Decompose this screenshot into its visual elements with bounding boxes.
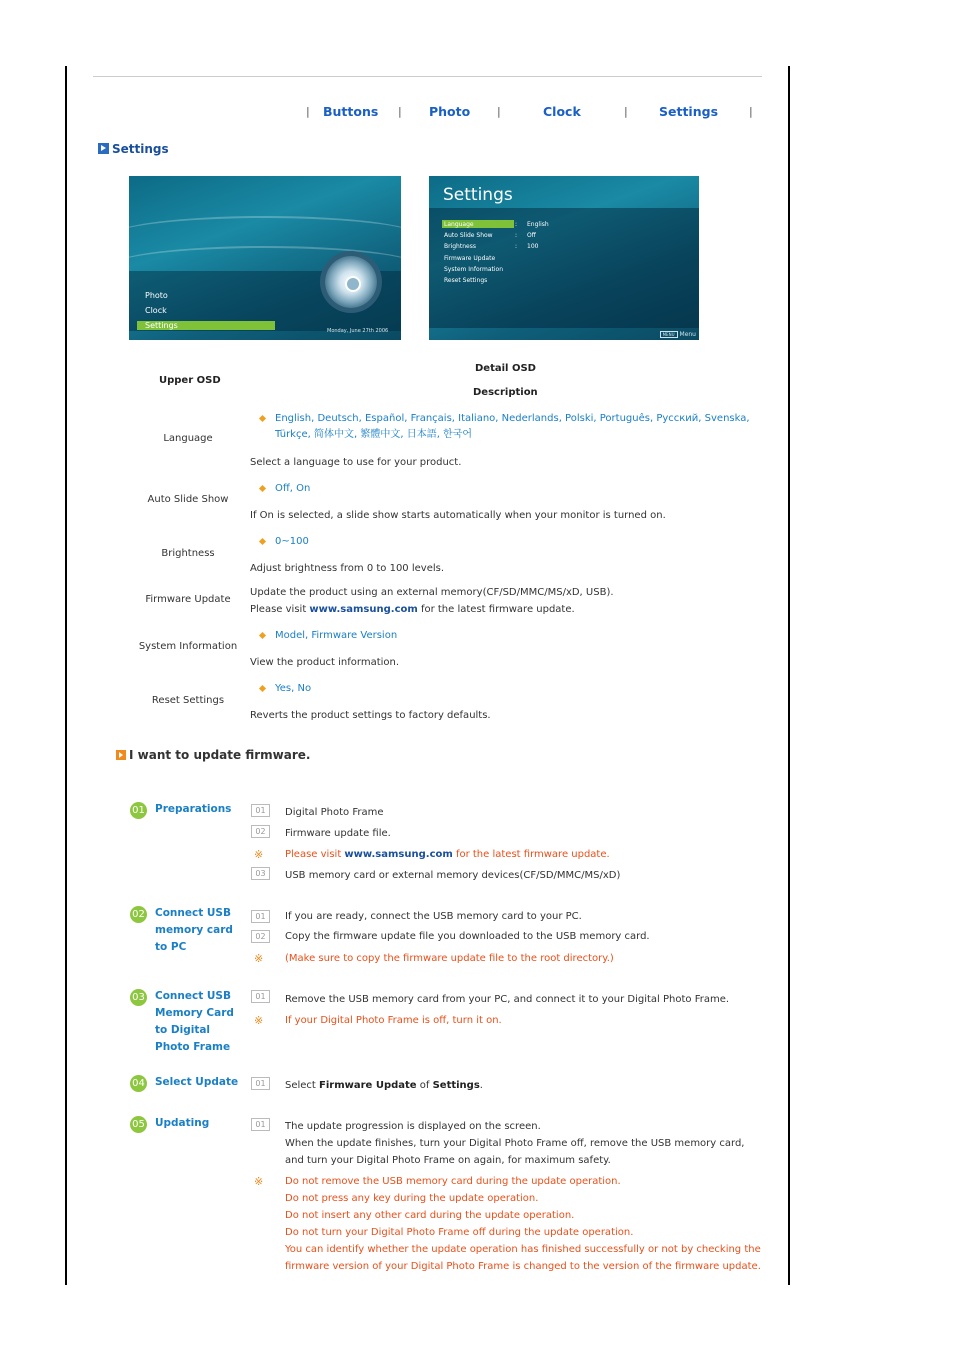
samsung-link[interactable]: www.samsung.com: [344, 849, 453, 860]
sub-number: 02: [251, 825, 270, 838]
note-text: Please visit: [285, 849, 345, 860]
col-header-description: Description: [473, 387, 538, 398]
firmware-section-title: [116, 748, 310, 762]
osd-row-colon: :: [515, 243, 518, 250]
step5-note-line: firmware version of your Digital Photo Frame is changed to the version of the firmware update.: [285, 1261, 761, 1272]
sub-number: 01: [251, 1118, 270, 1131]
step-number-5: 05: [130, 1116, 147, 1133]
note-text: for the latest firmware update.: [452, 849, 610, 860]
osd-row-value: English: [527, 221, 549, 228]
gear-icon: [325, 256, 377, 308]
sub-number: 01: [251, 990, 270, 1003]
step1-item3: USB memory card or external memory devices(CF/SD/MMC/MS/xD): [285, 870, 621, 881]
step4-bold: Settings: [432, 1080, 480, 1091]
step-label-line: Connect USB: [155, 907, 231, 919]
sub-number: 02: [251, 930, 270, 943]
note-icon: ※: [254, 1175, 264, 1188]
step5-note-line: Do not insert any other card during the update operation.: [285, 1210, 575, 1221]
menu-key-icon: MENU: [660, 331, 678, 338]
sub-number: 01: [251, 804, 270, 817]
section-title-text: Settings: [112, 142, 169, 156]
right-border: [788, 66, 790, 1285]
samsung-link[interactable]: www.samsung.com: [309, 604, 418, 615]
row-label-auto-slide-show: Auto Slide Show: [147, 494, 229, 505]
row-label-firmware-update: Firmware Update: [145, 594, 231, 605]
note-icon: ※: [254, 952, 264, 965]
row-desc-brightness: Adjust brightness from 0 to 100 levels.: [250, 563, 445, 574]
detail-osd-image: [429, 176, 699, 340]
nav-separator: |: [398, 105, 402, 118]
step-label-line: Select Update: [155, 1076, 239, 1088]
row-options-reset-settings: [260, 681, 311, 697]
nav-link-settings[interactable]: Settings: [659, 104, 719, 119]
step3-note: If your Digital Photo Frame is off, turn it on.: [285, 1015, 502, 1026]
col-header-detail-osd: Detail OSD: [475, 363, 536, 374]
step4-text: Select: [285, 1080, 320, 1091]
top-divider: [93, 76, 762, 77]
option-text: Off, On: [275, 483, 311, 494]
desc-text: Please visit: [250, 604, 310, 615]
row-desc-firmware-update: [250, 584, 614, 618]
step-label-line: Preparations: [155, 803, 232, 815]
option-text: Yes, No: [275, 683, 312, 694]
step5-note-line: Do not remove the USB memory card during the update operation.: [285, 1176, 621, 1187]
osd-row-value: Off: [527, 232, 536, 239]
desc-line: Update the product using an external memory(CF/SD/MMC/MS/xD, USB).: [250, 587, 614, 598]
sub-number: 01: [251, 910, 270, 923]
nav-separator: |: [624, 105, 628, 118]
option-text: English, Deutsch, Español, Français, Italiano, Nederlands, Polski, Português, Русский, Svenska,: [275, 413, 750, 424]
nav-separator: |: [306, 105, 310, 118]
row-desc-language: Select a language to use for your product.: [250, 457, 462, 468]
step-label-line: to Digital: [155, 1024, 211, 1036]
row-desc-auto-slide-show: If On is selected, a slide show starts automatically when your monitor is turned on.: [250, 510, 666, 521]
row-options-auto-slide-show: [260, 481, 310, 497]
step-number-2: 02: [130, 906, 147, 923]
note-icon: ※: [254, 848, 264, 861]
step-label-connect-usb-frame: [155, 988, 240, 1056]
arrow-right-icon: [116, 750, 126, 760]
step5-text: [285, 1118, 744, 1169]
step-label-preparations: [155, 801, 240, 818]
osd-row-label: Auto Slide Show: [444, 232, 493, 239]
option-text: Model, Firmware Version: [275, 630, 398, 641]
step-label-line: Connect USB: [155, 990, 231, 1002]
step5-note-line: Do not turn your Digital Photo Frame off during the update operation.: [285, 1227, 634, 1238]
osd-row-label: Reset Settings: [444, 277, 488, 284]
step-label-select-update: [155, 1074, 240, 1091]
step2-note: (Make sure to copy the firmware update file to the root directory.): [285, 953, 614, 964]
option-text: 0~100: [275, 536, 309, 547]
osd-row-value: 100: [527, 243, 539, 250]
arrow-right-icon: [98, 143, 109, 154]
nav-link-buttons[interactable]: Buttons: [323, 104, 379, 119]
section-title: [98, 142, 169, 156]
osd-row-label: Firmware Update: [444, 255, 496, 262]
step5-line: and turn your Digital Photo Frame on again, for maximum safety.: [285, 1155, 611, 1166]
step-label-line: Updating: [155, 1117, 210, 1129]
step-label-line: Photo Frame: [155, 1041, 231, 1053]
step-label-line: to PC: [155, 941, 187, 953]
step4-bold: Firmware Update: [319, 1080, 417, 1091]
osd-row-label: Brightness: [444, 243, 476, 250]
desc-line: [250, 601, 614, 618]
row-label-brightness: Brightness: [161, 548, 215, 559]
step-number-1: 01: [130, 802, 147, 819]
step1-item2: Firmware update file.: [285, 828, 391, 839]
col-header-upper-osd: Upper OSD: [159, 375, 221, 386]
step-number-3: 03: [130, 989, 147, 1006]
row-label-system-information: System Information: [138, 641, 238, 652]
osd-row-colon: :: [515, 221, 518, 228]
step-label-line: memory card: [155, 924, 233, 936]
osd-row-colon: :: [515, 232, 518, 239]
step5-line: When the update finishes, turn your Digital Photo Frame off, remove the USB memory card,: [285, 1138, 745, 1149]
step5-note-line: You can identify whether the update operation has finished successfully or not by checking the: [285, 1244, 761, 1255]
osd-menu-item: Clock: [145, 306, 167, 315]
row-label-reset-settings: Reset Settings: [151, 695, 225, 706]
osd-footer: [660, 331, 696, 338]
step4-item1: [285, 1077, 483, 1094]
option-text: Türkçe, 简体中文, 繁體中文, 日本語, 한국어: [275, 429, 473, 440]
nav-link-photo[interactable]: Photo: [429, 104, 471, 119]
top-navigation: [300, 105, 770, 123]
row-desc-system-information: View the product information.: [250, 657, 400, 668]
osd-title: Settings: [443, 185, 513, 205]
sub-number: 01: [251, 1077, 270, 1090]
note-icon: ※: [254, 1014, 264, 1027]
step-label-connect-usb-pc: [155, 905, 240, 956]
row-options-brightness: [260, 534, 309, 550]
step5-note-line: Do not press any key during the update operation.: [285, 1193, 539, 1204]
step3-item1: Remove the USB memory card from your PC, and connect it to your Digital Photo Frame.: [285, 994, 730, 1005]
row-desc-reset-settings: Reverts the product settings to factory defaults.: [250, 710, 491, 721]
osd-footer-label: Menu: [679, 331, 696, 338]
step5-line: The update progression is displayed on the screen.: [285, 1121, 541, 1132]
row-options-language: [260, 411, 750, 443]
step2-item1: If you are ready, connect the USB memory card to your PC.: [285, 911, 582, 922]
step2-item2: Copy the firmware update file you downloaded to the USB memory card.: [285, 931, 650, 942]
desc-text: for the latest firmware update.: [417, 604, 575, 615]
step5-notes: [285, 1173, 761, 1275]
osd-date: Monday, June 27th 2006: [327, 328, 389, 334]
step1-item1: Digital Photo Frame: [285, 807, 384, 818]
left-border: [65, 66, 67, 1285]
step4-text: of: [416, 1080, 433, 1091]
step4-text: .: [479, 1080, 483, 1091]
nav-separator: |: [749, 105, 753, 118]
osd-row-label: Language: [444, 221, 474, 228]
row-options-system-information: [260, 628, 397, 644]
step1-note: [285, 846, 610, 863]
sub-number: 03: [251, 867, 270, 880]
osd-menu-item-selected: Settings: [137, 321, 275, 330]
row-label-language: Language: [163, 433, 213, 444]
step-label-updating: [155, 1115, 240, 1132]
step-number-4: 04: [130, 1075, 147, 1092]
upper-osd-image: [129, 176, 401, 340]
step-label-line: Memory Card: [155, 1007, 234, 1019]
osd-menu-item: Photo: [145, 291, 168, 300]
osd-row-label: System Information: [444, 266, 504, 273]
firmware-title-text: I want to update firmware.: [129, 748, 311, 762]
nav-link-clock[interactable]: Clock: [543, 104, 581, 119]
nav-separator: |: [497, 105, 501, 118]
